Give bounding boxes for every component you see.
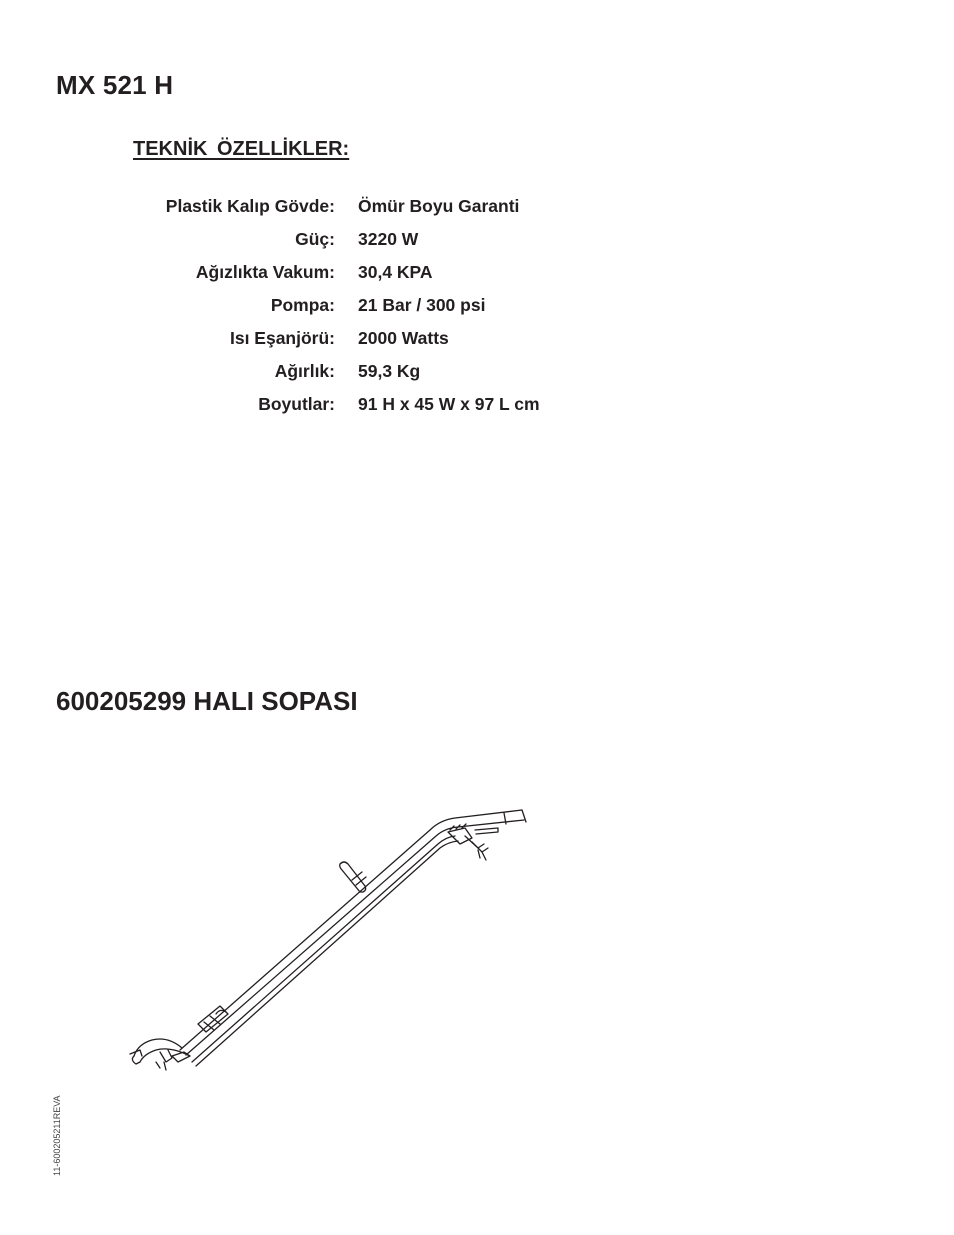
- spec-value: 30,4 KPA: [358, 262, 433, 282]
- spec-label: Boyutlar:: [258, 394, 335, 414]
- spec-table: [100, 190, 540, 421]
- spec-value: 3220 W: [358, 229, 419, 249]
- spec-label: Güç:: [295, 229, 335, 249]
- model-title: MX 521 H: [56, 70, 174, 100]
- spec-value: Ömür Boyu Garanti: [358, 196, 520, 216]
- spec-label: Plastik Kalıp Gövde:: [165, 196, 335, 216]
- spec-value: 21 Bar / 300 psi: [358, 295, 486, 315]
- spec-row: [100, 289, 540, 322]
- document-code: 11-600205211REVA: [52, 1095, 62, 1176]
- part-title: 600205299 HALI SOPASI: [56, 686, 358, 716]
- spec-row: [100, 388, 540, 421]
- spec-label: Ağızlıkta Vakum:: [195, 262, 335, 282]
- spec-row: [100, 355, 540, 388]
- spec-heading: TEKNİK ÖZELLİKLER:: [133, 138, 350, 160]
- spec-row: [100, 223, 540, 256]
- carpet-wand-illustration: [120, 800, 540, 1090]
- spec-label: Isı Eşanjörü:: [229, 328, 335, 348]
- spec-value: 91 H x 45 W x 97 L cm: [358, 394, 540, 414]
- spec-label: Pompa:: [270, 295, 335, 315]
- spec-label: Ağırlık:: [274, 361, 335, 381]
- spec-value: 59,3 Kg: [358, 361, 421, 381]
- spec-row: [100, 322, 540, 355]
- spec-row: [100, 190, 540, 223]
- spec-row: [100, 256, 540, 289]
- spec-value: 2000 Watts: [358, 328, 449, 348]
